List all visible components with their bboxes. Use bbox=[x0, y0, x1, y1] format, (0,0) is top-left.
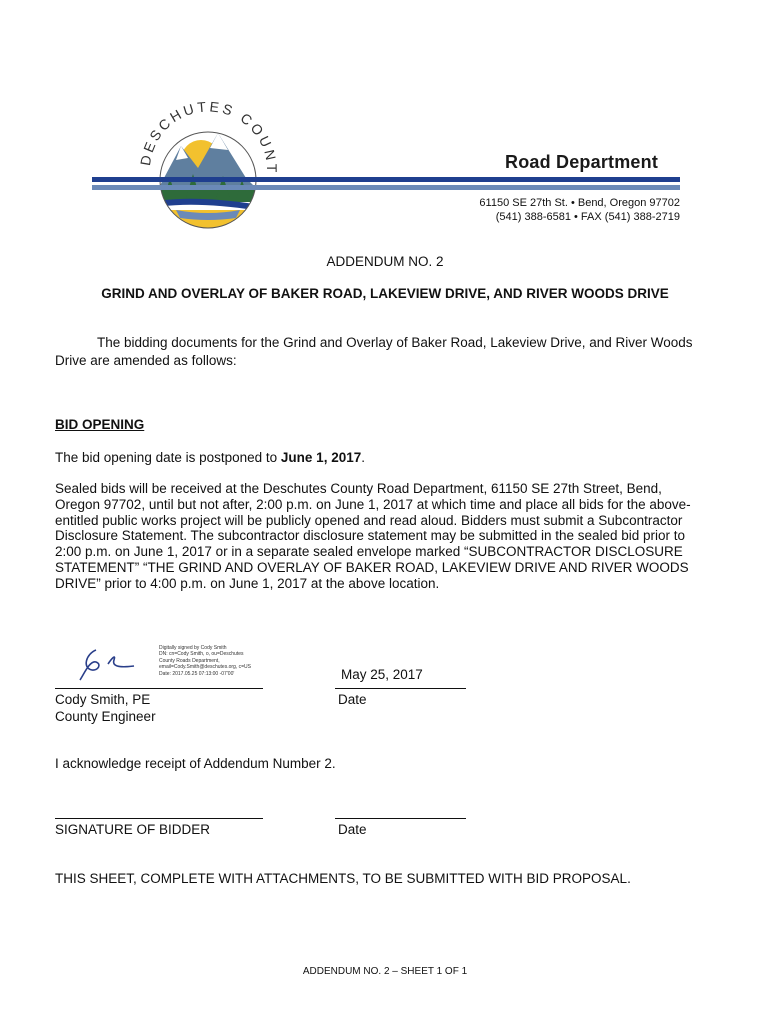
engineer-title: County Engineer bbox=[55, 709, 156, 724]
department-title: Road Department bbox=[505, 152, 659, 172]
paragraph-line: Oregon 97702, until but not after, 2:00 p.m. on June 1, 2017 at which time and place all bids for the above- bbox=[55, 496, 691, 512]
project-title: GRIND AND OVERLAY OF BAKER ROAD, LAKEVIEW DRIVE, AND RIVER WOODS DRIVE bbox=[101, 286, 669, 301]
acknowledgement-text: I acknowledge receipt of Addendum Number 2. bbox=[55, 756, 336, 771]
bid-date: June 1, 2017 bbox=[280, 450, 362, 465]
phone-line: (541) 388-6581 • FAX (541) 388-2719 bbox=[495, 211, 680, 223]
postponement-paragraph bbox=[55, 450, 365, 465]
digital-line: DN: cn=Cody Smith, o, ou=Deschutes bbox=[159, 651, 244, 658]
paragraph-line: Disclosure Statement. The subcontractor disclosure statement may be submitted in the sealed bid prior to bbox=[55, 528, 686, 544]
digital-line: Date: 2017.05.25 07:13:00 -07'00' bbox=[159, 670, 235, 677]
county-logo bbox=[136, 98, 281, 243]
intro-line: The bidding documents for the Grind and Overlay of Baker Road, Lakeview Drive, and River Woods bbox=[97, 335, 693, 350]
intro-line: Drive are amended as follows: bbox=[55, 353, 237, 368]
paragraph-line: Sealed bids will be received at the Deschutes County Road Department, 61150 SE 27th Street, Bend, bbox=[55, 481, 662, 496]
bidder-date-label: Date bbox=[338, 822, 367, 837]
addendum-title: ADDENDUM NO. 2 bbox=[326, 254, 444, 269]
handwritten-signature bbox=[78, 644, 138, 689]
digital-signature-info bbox=[159, 645, 329, 677]
department-address bbox=[470, 196, 680, 224]
section-heading-bid-opening: BID OPENING bbox=[55, 417, 145, 432]
paragraph-line: 2:00 p.m. on June 1, 2017 or in a separate sealed envelope marked “SUBCONTRACTOR DISCLOSURE bbox=[55, 544, 683, 560]
engineer-signature-line bbox=[55, 688, 263, 689]
paragraph-line: entitled public works project will be publicly opened and read aloud. Bidders must submit a Subcontractor bbox=[55, 512, 683, 528]
engineer-name: Cody Smith, PE bbox=[55, 692, 151, 707]
digital-line: email=Cody.Smith@deschutes.org, c=US bbox=[159, 664, 251, 671]
digital-line: County Roads Department, bbox=[159, 657, 220, 664]
engineer-date-line bbox=[335, 688, 466, 689]
digital-line: Digitally signed by Cody Smith bbox=[159, 645, 227, 651]
svg-text:DESCHUTES COUNTY: DESCHUTES COUNT bbox=[136, 98, 281, 176]
address-line: 61150 SE 27th St. • Bend, Oregon 97702 bbox=[479, 197, 680, 209]
rule-dark bbox=[92, 177, 680, 182]
bidder-signature-label: SIGNATURE OF BIDDER bbox=[55, 822, 211, 837]
signed-date: May 25, 2017 bbox=[341, 667, 423, 682]
submit-note: THIS SHEET, COMPLETE WITH ATTACHMENTS, TO BE SUBMITTED WITH BID PROPOSAL. bbox=[55, 871, 631, 886]
p1-prefix: The bid opening date is postponed to bbox=[55, 450, 281, 465]
letterhead-rule bbox=[92, 177, 680, 190]
paragraph-line: STATEMENT” “THE GRIND AND OVERLAY OF BAKER ROAD, LAKEVIEW DRIVE AND RIVER WOODS bbox=[55, 559, 689, 575]
rule-light bbox=[92, 185, 680, 190]
page-footer: ADDENDUM NO. 2 – SHEET 1 OF 1 bbox=[302, 966, 468, 977]
paragraph-line: DRIVE” prior to 4:00 p.m. on June 1, 2017 at the above location. bbox=[55, 575, 440, 591]
sealed-bids-paragraph bbox=[55, 481, 715, 592]
bidder-date-line[interactable] bbox=[335, 818, 466, 819]
p1-suffix: . bbox=[361, 450, 365, 465]
engineer-date-label: Date bbox=[338, 692, 367, 707]
bidder-signature-line[interactable] bbox=[55, 818, 263, 819]
intro-paragraph bbox=[55, 334, 715, 370]
